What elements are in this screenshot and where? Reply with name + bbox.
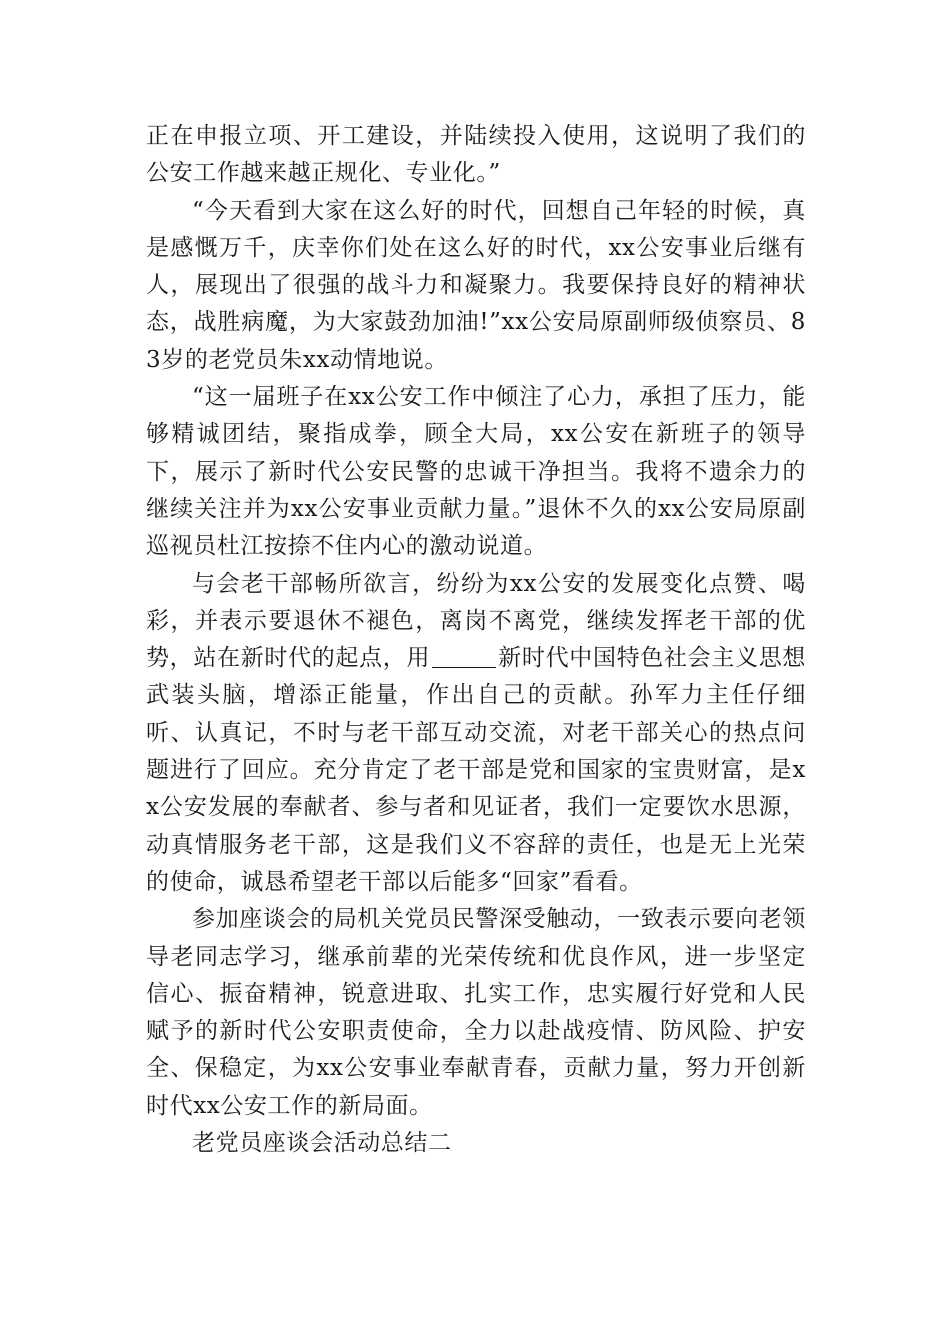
- paragraph-text-before-blank: 与会老干部畅所欲言，纷纷为xx公安的发展变化点赞、喝彩，并表示要退休不褪色，离岗不离党，继续发挥老干部的优势，站在新时代的起点，用: [146, 570, 806, 672]
- section-heading: 老党员座谈会活动总结二: [192, 1130, 452, 1157]
- fill-in-blank-line: [432, 644, 496, 668]
- paragraph-quote-du: “这一届班子在xx公安工作中倾注了心力，承担了压力，能够精诚团结，聚指成拳，顾全大局，xx公安在新班子的领导下，展示了新时代公安民警的忠诚干净担当。我将不遗余力的继续关注并为xx公安事业贡献力量。”退休不久的xx公安局原副巡视员杜江按捺不住内心的激动说道。: [146, 384, 806, 560]
- document-page: [146, 118, 806, 1162]
- paragraph-text-after-blank: 新时代中国特色社会主义思想武装头脑，增添正能量，作出自己的贡献。孙军力主任仔细听、认真记，不时与老干部互动交流，对老干部关心的热点问题进行了回应。充分肯定了老干部是党和国家的宝贵财富，是xx公安发展的奉献者、参与者和见证者，我们一定要饮水思源，动真情服务老干部，这是我们义不容辞的责任，也是无上光荣的使命，诚恳希望老干部以后能多“回家”看看。: [146, 645, 806, 895]
- paragraph-continuation: 正在申报立项、开工建设，并陆续投入使用，这说明了我们的公安工作越来越正规化、专业化。”: [146, 123, 806, 187]
- paragraph-quote-zhu: “今天看到大家在这么好的时代，回想自己年轻的时候，真是感慨万千，庆幸你们处在这么好的时代，xx公安事业后继有人，展现出了很强的战斗力和凝聚力。我要保持良好的精神状态，战胜病魔，为大家鼓劲加油!”xx公安局原副师级侦察员、83岁的老党员朱xx动情地说。: [146, 197, 806, 373]
- paragraph-veterans-discussion: [146, 566, 806, 902]
- paragraph-police-response: 参加座谈会的局机关党员民警深受触动，一致表示要向老领导老同志学习，继承前辈的光荣传统和优良作风，进一步坚定信心、振奋精神，锐意进取、扎实工作，忠实履行好党和人民赋予的新时代公安职责使命，全力以赴战疫情、防风险、护安全、保稳定，为xx公安事业奉献青春，贡献力量，努力开创新时代xx公安工作的新局面。: [146, 906, 806, 1119]
